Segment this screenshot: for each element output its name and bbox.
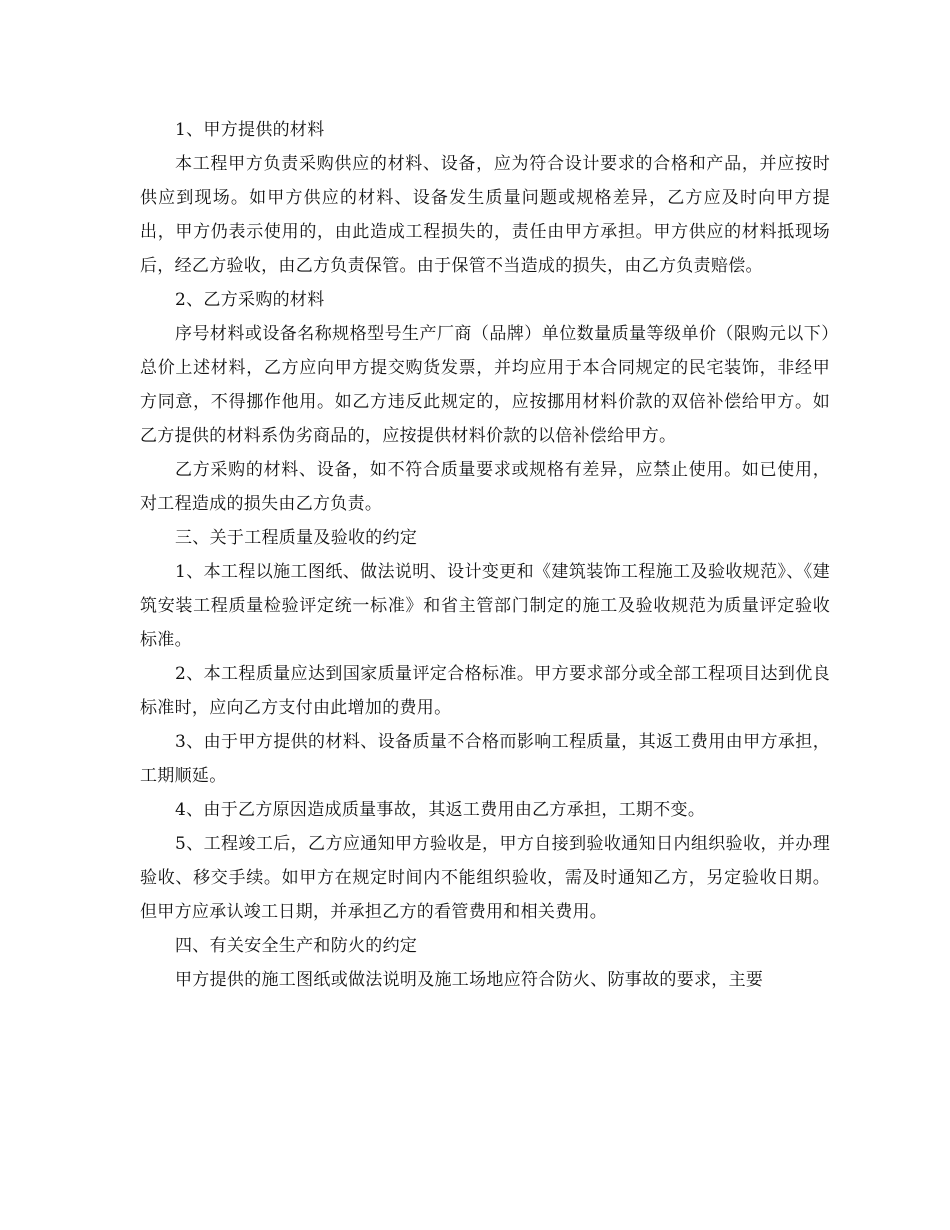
- section-heading-safety-fire: 四、有关安全生产和防火的约定: [175, 936, 418, 956]
- clause-party-a-rework: 3、由于甲方提供的材料、设备质量不合格而影响工程质量，其返工费用由甲方承担，工期顺延。: [140, 732, 830, 786]
- clause-party-b-rework: 4、由于乙方原因造成质量事故，其返工费用由乙方承担，工期不变。: [175, 800, 706, 820]
- clause-completion-acceptance: 5、工程竣工后，乙方应通知甲方验收是，甲方自接到验收通知日内组织验收，并办理验收、移交手续。如甲方在规定时间内不能组织验收，需及时通知乙方，另定验收日期。但甲方应承认竣工日期，并承担乙方的看管费用和相关费用。: [140, 834, 830, 922]
- paragraph-party-b-materials: 序号材料或设备名称规格型号生产厂商（品牌）单位数量质量等级单价（限购元以下）总价上述材料，乙方应向甲方提交购货发票，并均应用于本合同规定的民宅装饰，非经甲方同意，不得挪作他用。如乙方违反此规定的，应按挪用材料价款的双倍补偿给甲方。如乙方提供的材料系伪劣商品的，应按提供材料价款的以倍补偿给甲方。: [140, 324, 830, 446]
- section-heading-supplied-by-party-a: 1、甲方提供的材料: [175, 120, 325, 140]
- clause-quality-standards: 1、本工程以施工图纸、做法说明、设计变更和《建筑装饰工程施工及验收规范》、《建筑安装工程质量检验评定统一标准》和省主管部门制定的施工及验收规范为质量评定验收标准。: [140, 562, 830, 650]
- paragraph-party-a-materials: 本工程甲方负责采购供应的材料、设备，应为符合设计要求的合格和产品，并应按时供应到现场。如甲方供应的材料、设备发生质量问题或规格差异，乙方应及时向甲方提出，甲方仍表示使用的，由此造成工程损失的，责任由甲方承担。甲方供应的材料抵现场后，经乙方验收，由乙方负责保管。由于保管不当造成的损失，由乙方负责赔偿。: [140, 154, 830, 276]
- clause-quality-level: 2、本工程质量应达到国家质量评定合格标准。甲方要求部分或全部工程项目达到优良标准时，应向乙方支付由此增加的费用。: [140, 664, 830, 718]
- document-page: [140, 113, 830, 997]
- paragraph-safety-requirements: 甲方提供的施工图纸或做法说明及施工场地应符合防火、防事故的要求，主要: [175, 970, 764, 990]
- paragraph-nonconforming-materials: 乙方采购的材料、设备，如不符合质量要求或规格有差异，应禁止使用。如已使用，对工程造成的损失由乙方负责。: [140, 460, 830, 514]
- section-heading-quality-acceptance: 三、关于工程质量及验收的约定: [175, 528, 418, 548]
- section-heading-purchased-by-party-b: 2、乙方采购的材料: [175, 290, 325, 310]
